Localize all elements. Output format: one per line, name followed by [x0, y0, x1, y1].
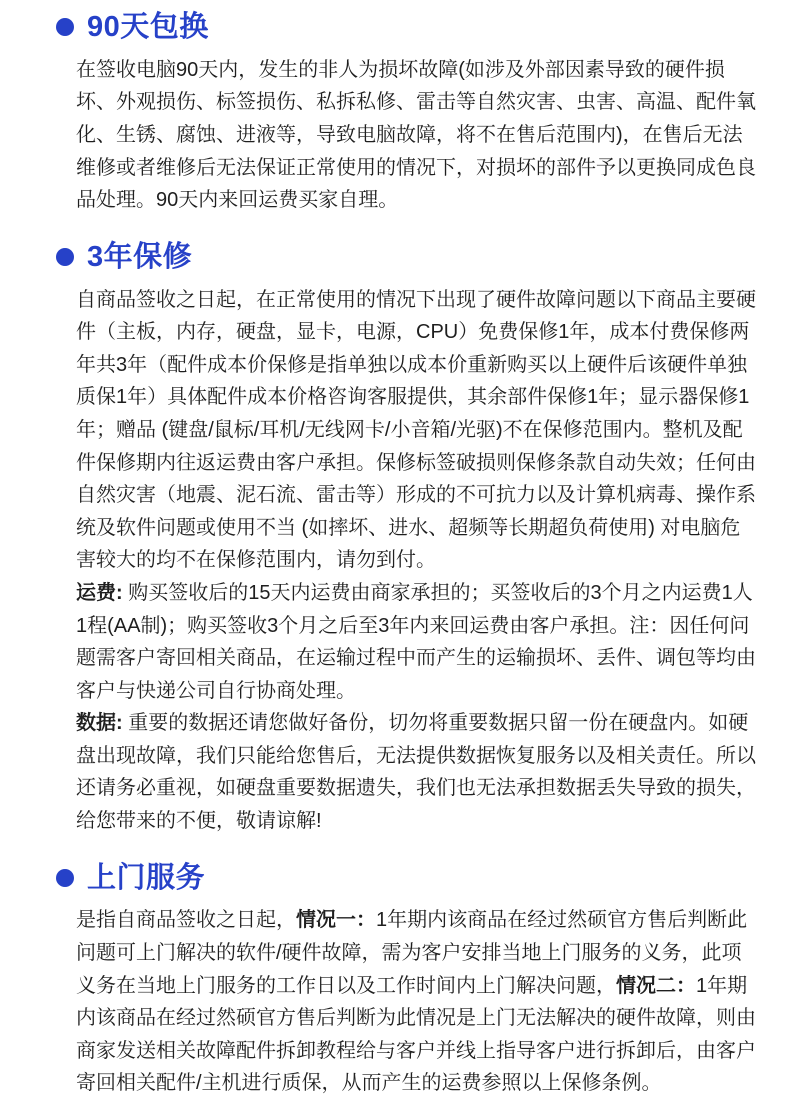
- paragraph-exchange-policy: 在签收电脑90天内，发生的非人为损坏故障(如涉及外部因素导致的硬件损坏、外观损伤、标签损伤、私拆私修、雷击等自然灾害、虫害、高温、配件氧化、生锈、腐蚀、进液等，导致电脑故障，将不在售后范围内)，在售后无法维修或者维修后无法保证正常使用的情况下，对损坏的部件予以更换同成色良品处理。90天内来回运费买家自理。: [76, 58, 756, 212]
- circle-bullet-icon: [56, 869, 74, 887]
- section-heading-row: [56, 240, 757, 275]
- section-3-year-warranty: [56, 240, 757, 838]
- paragraph-data-backup: 数据: 重要的数据还请您做好备份，切勿将重要数据只留一份在硬盘内。如硬盘出现故障，我们只能给您售后，无法提供数据恢复服务以及相关责任。所以还请务必重视，如硬盘重要数据遗失，我们也无法承担数据丢失导致的损失，给您带来的不便，敬请谅解!: [76, 712, 756, 833]
- section-title: 90天包换: [87, 11, 209, 43]
- circle-bullet-icon: [56, 18, 74, 36]
- paragraph-onsite-service: 是指自商品签收之日起，情况一：1年期内该商品在经过然硕官方售后判断此问题可上门解决的软件/硬件故障，需为客户安排当地上门服务的义务，此项义务在当地上门服务的工作日以及工作时间内上门解决问题，情况二：1年期内该商品在经过然硕官方售后判断为此情况是上门无法解决的硬件故障，则由商家发送相关故障配件拆卸教程给与客户并线上指导客户进行拆卸后，由客户寄回相关配件/主机进行质保，从而产生的运费参照以上保修条例。: [76, 909, 756, 1095]
- section-90-day-exchange: [56, 10, 757, 217]
- section-body: [56, 284, 757, 838]
- section-onsite-service: [56, 861, 757, 1100]
- section-heading-row: [56, 10, 757, 45]
- section-body: [56, 54, 757, 217]
- section-title: 3年保修: [87, 240, 193, 273]
- section-title: 上门服务: [87, 861, 206, 894]
- paragraph-shipping-fee: 运费: 购买签收后的15天内运费由商家承担的；买签收后的3个月之内运费1人1程(AA制)；购买签收3个月之后至3年内来回运费由客户承担。注：因任何问题需客户寄回相关商品，在运输过程中而产生的运输损坏、丢件、调包等均由客户与快递公司自行协商处理。: [76, 581, 756, 702]
- section-body: [56, 904, 757, 1100]
- circle-bullet-icon: [56, 248, 74, 266]
- section-heading-row: [56, 861, 757, 896]
- paragraph-warranty-terms: 自商品签收之日起，在正常使用的情况下出现了硬件故障问题以下商品主要硬件（主板，内存，硬盘，显卡，电源，CPU）免费保修1年，成本付费保修两年共3年（配件成本价保修是指单独以成本价重新购买以上硬件后该硬件单独质保1年）具体配件成本价格咨询客服提供，其余部件保修1年；显示器保修1年；赠品 (键盘/鼠标/耳机/无线网卡/小音箱/光驱)不在保修范围内。整机及配件保修期内往返运费由客户承担。保修标签破损则保修条款自动失效；任何由自然灾害（地震、泥石流、雷击等）形成的不可抗力以及计算机病毒、操作系统及软件问题或使用不当 (如摔坏、进水、超频等长期超负荷使用) 对电脑危害较大的均不在保修范围内，请勿到付。: [76, 288, 756, 572]
